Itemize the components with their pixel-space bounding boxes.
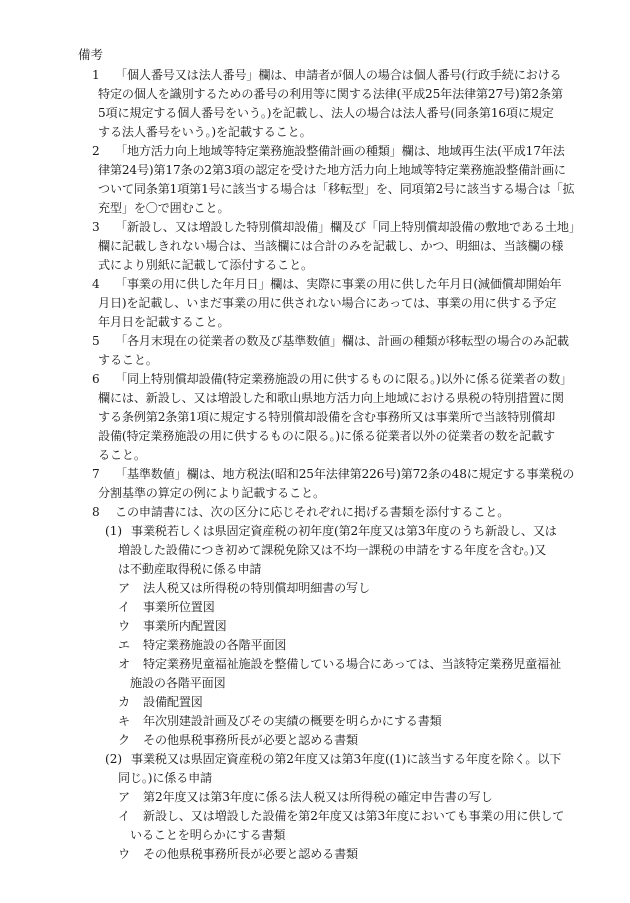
item-number: 5	[92, 334, 100, 348]
item-text-line: 欄に記載しきれない場合は、当該欄には合計のみを記載し、かつ、明細は、当該欄の様	[98, 239, 564, 253]
entry-kana: ウ	[118, 619, 131, 633]
entry-text-line: 新設し、又は増設した設備を第2年度又は第3年度においても事業の用に供して	[143, 809, 565, 823]
entry-text-line: その他県税事務所長が必要と認める書類	[143, 733, 358, 747]
entry-text-line: 法人税又は所得税の特別償却明細書の写し	[143, 581, 370, 595]
entry-kana: オ	[118, 657, 131, 671]
entry-kana: エ	[118, 638, 131, 652]
entry-text-line: 特定業務施設の各階平面図	[143, 638, 287, 652]
item-text-line: 年月日を記載すること。	[98, 315, 230, 329]
entry-text-line: 特定業務児童福祉施設を整備している場合にあっては、当該特定業務児童福祉	[143, 657, 561, 671]
item-text-line: この申請書には、次の区分に応じそれぞれに掲げる書類を添付すること。	[115, 505, 510, 519]
entry-text-line: 設備配置図	[143, 695, 203, 709]
item-text-line: ること。	[98, 448, 146, 462]
sub-item-number: (2)	[105, 752, 123, 766]
item-number: 4	[92, 277, 100, 291]
item-number: 7	[92, 467, 100, 481]
item-text-line: 「地方活力向上地域等特定業務施設整備計画の種類」欄は、地域再生法(平成17年法	[115, 144, 565, 158]
item-text-line: 設備(特定業務施設の用に供するものに限る。)に係る従業者以外の従業者の数を記載す	[98, 429, 555, 443]
page-title: 備考	[78, 47, 104, 62]
entry-kana: キ	[118, 714, 131, 728]
item-text-line: ついて同条第1項第1号に該当する場合は「移転型」を、同項第2号に該当する場合は「拡	[98, 182, 575, 196]
entry-kana: ク	[118, 733, 131, 747]
entry-text-line: その他県税事務所長が必要と認める書類	[143, 847, 358, 861]
entry-kana: カ	[118, 695, 131, 709]
sub-item-text-line: 同じ。)に係る申請	[118, 771, 213, 785]
entry-kana: ア	[118, 790, 131, 804]
item-text-line: 「基準数値」欄は、地方税法(昭和25年法律第226号)第72条の48に規定する事業税の	[115, 467, 575, 481]
item-text-line: 欄には、新設し、又は増設した和歌山県地方活力向上地域における県税の特別措置に関	[98, 391, 564, 405]
entry-text-line: 事業所内配置図	[143, 619, 227, 633]
item-number: 1	[92, 68, 100, 82]
item-number: 6	[92, 372, 100, 386]
entry-kana: イ	[118, 809, 131, 823]
item-text-line: 5項に規定する個人番号をいう。)を記載し、法人の場合は法人番号(同条第16項に規定	[98, 106, 554, 120]
item-text-line: 月日)を記載し、いまだ事業の用に供されない場合にあっては、事業の用に供する予定	[98, 296, 557, 310]
item-number: 2	[92, 144, 100, 158]
entry-text-line: 施設の各階平面図	[130, 676, 226, 690]
sub-item-text-line: 事業税若しくは県固定資産税の初年度(第2年度又は第3年度のうち新設し、又は	[131, 524, 557, 538]
item-text-line: 「事業の用に供した年月日」欄は、実際に事業の用に供した年月日(減価償却開始年	[115, 277, 562, 291]
sub-item-text-line: は不動産取得税に係る申請	[118, 562, 262, 576]
item-text-line: 「同上特別償却設備(特定業務施設の用に供するものに限る。)以外に係る従業者の数」	[115, 372, 572, 386]
item-number: 8	[92, 505, 100, 519]
item-text-line: する条例第2条第1項に規定する特別償却設備を含む事務所又は事業所で当該特別償却	[98, 410, 556, 424]
item-text-line: 「個人番号又は法人番号」欄は、申請者が個人の場合は個人番号(行政手続における	[115, 68, 562, 82]
entry-kana: ウ	[118, 847, 131, 861]
sub-item-text-line: 事業税又は県固定資産税の第2年度又は第3年度((1)に該当する年度を除く。以下	[131, 752, 562, 766]
item-text-line: 特定の個人を識別するための番号の利用等に関する法律(平成25年法律第27号)第2条第	[98, 87, 563, 101]
entry-kana: ア	[118, 581, 131, 595]
item-text-line: 「新設し、又は増設した特別償却設備」欄及び「同上特別償却設備の敷地である土地」	[115, 220, 581, 234]
entry-text-line: 年次別建設計画及びその実績の概要を明らかにする書類	[143, 714, 442, 728]
sub-item-number: (1)	[105, 524, 123, 538]
item-text-line: 分割基準の算定の例により記載すること。	[98, 486, 325, 500]
item-text-line: する法人番号をいう。)を記載すること。	[98, 125, 312, 139]
entry-text-line: いることを明らかにする書類	[130, 828, 286, 842]
item-number: 3	[92, 220, 100, 234]
item-text-line: 「各月末現在の従業者の数及び基準数値」欄は、計画の種類が移転型の場合のみ記載	[115, 334, 569, 348]
entry-text-line: 事業所位置図	[143, 600, 215, 614]
item-text-line: すること。	[98, 353, 158, 367]
sub-item-text-line: 増設した設備につき初めて課税免除又は不均一課税の申請をする年度を含む。)又	[118, 543, 547, 557]
entry-kana: イ	[118, 600, 131, 614]
entry-text-line: 第2年度又は第3年度に係る法人税又は所得税の確定申告書の写し	[143, 790, 493, 804]
item-text-line: 式により別紙に記載して添付すること。	[98, 258, 313, 272]
item-text-line: 律第24号)第17条の2第3項の認定を受けた地方活力向上地域等特定業務施設整備計画に	[98, 163, 566, 177]
item-text-line: 充型」を〇で囲むこと。	[98, 201, 230, 215]
